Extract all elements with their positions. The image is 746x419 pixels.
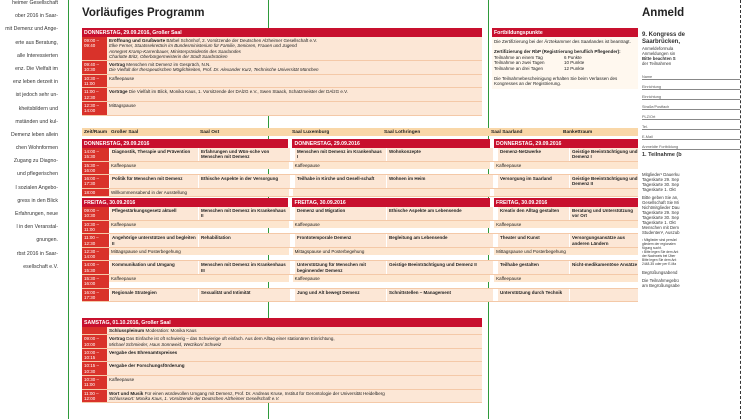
session-time: 10:30 – 11:00: [82, 221, 109, 234]
programm-row: [82, 362, 482, 376]
anmeldung-line: Tageskarte 29. Sep: [642, 210, 680, 215]
row-content: [107, 61, 482, 74]
anmeldung-line: Tageskarte 30. Sep: [642, 215, 680, 220]
row-time: 10:30 – 11:00: [82, 376, 107, 389]
anmeldung-p2: Bitte geben Sie an,: [642, 195, 679, 200]
row-line: Mittagspause: [109, 102, 136, 108]
session-row: [82, 162, 638, 176]
samstag-bar: SAMSTAG, 01.10.2016, Großer Saal: [82, 318, 482, 327]
session-title: Rehabilitation: [198, 234, 290, 247]
form-field-label: PLZ/Ort: [642, 110, 740, 120]
session-title: Kreativ den Alltag gestalten: [497, 207, 569, 220]
form-field-label: Name: [642, 70, 740, 80]
session-pause: Kaffeepause: [109, 275, 289, 282]
row-line: Die Vielfalt der therapeutischen Möglichkeiten, Prof. Dr. Alexander Kurz, Technische Universität München: [109, 67, 319, 73]
fortbildung-head2: Zertifizierung der RbP (Registrierung beruflich Pflegender):: [494, 49, 621, 55]
row-content: [107, 390, 482, 403]
session-title: Politik für Menschen mit Demenz: [109, 175, 198, 188]
session-title: Teilhabe in Kirche und Gesell-schaft: [294, 175, 386, 188]
row-content: [107, 335, 482, 348]
anmeldung-line: Tageskarte 30. Sep: [642, 182, 680, 187]
session-title: Menschen mit Demenz im Krankenhaus I: [294, 148, 386, 161]
day-bar-3: DONNERSTAG, 29.09.2016: [494, 139, 638, 148]
programm-row: [82, 327, 482, 335]
anmeldung-line: Tageskarte 1. Okt: [642, 220, 676, 225]
fortbildung-bar: Fortbildungspunkte: [492, 28, 638, 37]
fortbildung-body: [492, 37, 638, 89]
programm-title: Vorläufiges Programm: [82, 7, 205, 19]
session-title: Unterstützung durch Technik: [497, 289, 569, 302]
row-line: Bärbel Schönhof, 2. Vorsitzende der Deutschen Alzheimer Gesellschaft e.V.: [166, 38, 318, 43]
programm-row: [82, 390, 482, 404]
anmeldung-t3: Bitte beachten S: [642, 56, 676, 61]
anmeldung-title: Anmeld: [642, 7, 685, 19]
session-title: Jung und Alt bewegt Demenz: [294, 289, 386, 302]
row-line: Charlotte Britz, Oberbürgermeisterin der Stadt Saarbrücken: [109, 53, 228, 59]
fortbildung-line: [494, 66, 636, 71]
anmeldung-line: fügung sucht.: [642, 246, 662, 250]
left-text-line: ober 2016 in Saar-: [15, 13, 58, 20]
session-title: Demenz und Migration: [294, 207, 386, 220]
row-time: 09:00 – 09:40: [82, 37, 107, 60]
left-text-line: chen Wohnformen: [15, 145, 58, 152]
room-saarland: Saal Saarland: [491, 129, 523, 135]
left-text-line: Erfahrungen, neue: [15, 211, 58, 217]
session-title: Versorgungsansätze aus anderen Ländern: [569, 234, 638, 247]
session-pause: Mittagspause und Posterbegehung: [494, 248, 638, 255]
row-line: Die Vielfalt im Blick, Monika Kaus, 1. Vorsitzende der DAlzG e.V., Swen Staack, Schatzmeister der DAlzG e.V.: [128, 89, 349, 95]
session-pause: Kaffeepause: [293, 275, 490, 282]
row-content: [107, 37, 482, 60]
row-head: Vergabe des Ehrenamtspreises: [109, 349, 178, 355]
day-bar-1: DONNERSTAG, 29.09.2016: [82, 139, 288, 148]
session-title: Unterstützung für Menschen mit beginnender Demenz: [294, 261, 386, 274]
session-title: Kommunikation und Umgang: [109, 261, 198, 274]
left-text-line: esellschaft e.V.: [23, 263, 58, 270]
parallel-sessions-grid: [82, 138, 638, 302]
row-time: 10:00 – 10:15: [82, 349, 107, 362]
anmeldung-t4: der Teilnahmen: [642, 61, 672, 66]
day-bars: [82, 198, 638, 207]
fortbildung-line-label: Teilnahme an zwei Tagen: [494, 60, 545, 66]
row-line: Das Einfache ist oft schwierig – das Schwierige oft einfach. Aus dem Alltag einer stationären Einrichtung,: [126, 336, 335, 342]
anmeldung-line: ¹ Mitglieder sind persönl: [642, 238, 677, 242]
anmeldung-p6: Begrüßungsabend: [642, 270, 678, 275]
anmeldung-line: Menschen mit Dem: [642, 225, 680, 230]
session-pause: Kaffeepause: [109, 162, 289, 169]
fortbildung-line-points: 6 Punkte: [564, 54, 582, 60]
room-ost: Saal Ost: [200, 129, 220, 135]
session-pause: [494, 189, 638, 196]
anmeldung-line: am Begrüßungsabe: [642, 283, 680, 288]
row-line: Menschen mit Demenz im Gespräch, N.N.: [126, 62, 211, 68]
left-text-line: kheitsbildern und: [18, 105, 58, 112]
programm-row: [82, 61, 482, 75]
programm-row: [82, 335, 482, 349]
session-title: Beratung und Unterstützung vor Ort: [569, 207, 638, 220]
session-time: 18:00: [82, 189, 109, 196]
session-pause: Mittagspause und Posterbegehung: [109, 248, 289, 255]
session-title: Teilhabe gestalten: [497, 261, 569, 274]
day-bar-1: FREITAG, 30.09.2016: [82, 198, 288, 207]
session-pause: Kaffeepause: [494, 221, 638, 228]
row-content: [107, 88, 482, 101]
row-content: [107, 376, 482, 389]
session-row: [82, 261, 638, 275]
row-line: Moderation: Monika Kaus: [145, 328, 197, 333]
anmeldung-line: Bitte legen Sie dem Ant: [642, 258, 677, 262]
room-lux: Saal Luxemburg: [292, 129, 330, 135]
left-text-line: rbst 2016 in Saar-: [16, 250, 58, 257]
session-pause: Kaffeepause: [293, 221, 490, 228]
anmeldung-line: Studenten², Auszub: [642, 230, 680, 235]
session-row: [82, 175, 638, 189]
row-content: [107, 75, 482, 88]
row-line: Elke Ferner, Staatssekretärin im Bundesministerium für Familie, Senioren, Frauen und Jugend: [109, 43, 297, 49]
anmeldung-line: Die Teilnahmegebü: [642, 278, 679, 283]
left-text-line: enz. Die Vielfalt im: [15, 65, 58, 72]
anmeldung-line: gliedern der regionalen: [642, 242, 676, 246]
session-title: Versorgung im Saarland: [497, 175, 569, 188]
left-text-line: ist jedoch sehr un-: [15, 92, 58, 99]
left-text-fragment: [0, 0, 58, 419]
form-field-label: E-Mail: [642, 130, 740, 140]
session-time: 16:00 – 17:30: [82, 175, 109, 188]
anmeldung-line: Tageskarte 29. Sep: [642, 177, 680, 182]
left-text-line: l in den Veranstal-: [16, 224, 58, 231]
session-title: Regionale Strategien: [109, 289, 198, 302]
left-text-line: erte aus Beratung,: [15, 39, 58, 46]
programm-row: [82, 349, 482, 363]
row-content: [107, 327, 482, 334]
row-time: 12:30 – 14:00: [82, 102, 107, 115]
session-title: Theater und Kunst: [497, 234, 569, 247]
row-head: Eröffnung und Grußworte: [109, 38, 166, 43]
left-text-line: und pflegerischen: [17, 171, 58, 178]
day-bar-2: DONNERSTAG, 29.09.2016: [292, 139, 490, 148]
session-row: [82, 248, 638, 262]
session-title: Demenz-Netzwerke: [497, 148, 569, 161]
row-line: Kaffeepause: [109, 75, 135, 81]
session-pause: Kaffeepause: [494, 275, 638, 282]
left-text-line: mständen und kul-: [15, 118, 58, 125]
session-time: 09:00 – 10:30: [82, 207, 109, 220]
session-pause: Kaffeepause: [293, 162, 490, 169]
session-title: Nicht-medikamentöse Ansätze: [569, 261, 638, 274]
anmeldung-line: ² Bitte legen Sie dem Ant: [642, 250, 679, 254]
session-title: Menschen mit Demenz im Krankenhaus III: [198, 261, 290, 274]
fortbildung-line-label: Teilnahme an drei Tagen: [494, 65, 543, 71]
session-time: 15:30 – 16:00: [82, 275, 109, 288]
session-title: Pflegestärkungsgesetz aktuell: [109, 207, 198, 220]
room-header: [82, 128, 638, 136]
anmeldung-t1: Anmeldeformula: [642, 46, 674, 51]
session-title: Angehörige unterstützen und begleiten II: [109, 234, 198, 247]
session-pause: Mittagspause und Posterbegehung: [293, 248, 490, 255]
session-title: Menschen mit Demenz im Krankenhaus II: [198, 207, 290, 220]
row-time: 09:00 – 10:00: [82, 335, 107, 348]
session-time: 14:00 – 15:30: [82, 261, 109, 274]
donnerstag-saal-block: [82, 28, 482, 116]
left-text-line: gnungen.: [36, 237, 58, 244]
session-time: 15:30 – 16:00: [82, 162, 109, 175]
row-line: Schlusswort: Monika Kaus, 1. Vorsitzende der Deutschen Alzheimer Gesellschaft e.V.: [109, 395, 280, 401]
room-bankett: Bankettraum: [563, 129, 593, 135]
fortbildung-line-points: 10 Punkte: [564, 60, 585, 66]
left-text-line: Zugang zu Diagno-: [13, 158, 58, 165]
fortbildung-box: [492, 28, 638, 89]
row-time: 11:00 – 12:30: [82, 88, 107, 101]
donnerstag-saal-bar: DONNERSTAG, 29.09.2016, Großer Saal: [82, 28, 482, 37]
left-text-line: mit Demenz und Ange-: [5, 26, 58, 33]
anmeldung-line: 2448-35 oder per E-Ma: [642, 262, 677, 266]
anmeldung-line: Nichtmitglieder Dau: [642, 205, 680, 210]
session-title: Geistige Beeinträchtigung und Demenz II: [386, 261, 493, 274]
session-title: Ethische Aspekte in der Versorgung: [198, 175, 290, 188]
row-head: Vergabe der Forschungsförderung: [109, 363, 185, 369]
session-row: [82, 289, 638, 303]
room-gross: Großer Saal: [111, 129, 139, 135]
session-time: 12:30 – 14:00: [82, 248, 109, 261]
session-title: Begleitung am Lebensende: [386, 234, 493, 247]
session-pause: Kaffeepause: [494, 162, 638, 169]
row-content: [107, 349, 482, 362]
session-title: Ethische Aspekte am Lebensende: [386, 207, 493, 220]
left-text-line: enz leben derzeit in: [13, 79, 58, 86]
day-bar-2: FREITAG, 30.09.2016: [292, 198, 490, 207]
row-head: Vortrag: [109, 336, 125, 342]
anmeldung-t2: Anmeldungen sin: [642, 51, 676, 56]
session-title: Erfahrungen und Wün-sche von Menschen mit Demenz: [198, 148, 290, 161]
row-content: [107, 102, 482, 115]
programm-row: [82, 75, 482, 89]
anmeldung-line: Mitglieder¹ Dauerku: [642, 172, 680, 177]
left-text-line: alle Interessierten: [17, 52, 58, 59]
form-field-label: Straße/Postfach: [642, 100, 740, 110]
session-row: [82, 207, 638, 221]
fortbildung-line-label: Teilnahme an einem Tag: [494, 54, 543, 60]
programm-row: [82, 37, 482, 61]
row-time: 11:00 – 12:00: [82, 390, 107, 403]
form-field-label: Anmeldte Fortbildung: [642, 140, 740, 150]
session-row: [82, 275, 638, 289]
row-time: 10:30 – 11:00: [82, 75, 107, 88]
session-pause: Willkommensabend in der Ausstellung: [109, 189, 289, 196]
row-line: Kaffeepause: [109, 377, 135, 383]
row-line: Für einen würdevollen Umgang mit Demenz, Prof. Dr. Andreas Kruse, Institut für Gerontologie der Universität Heidelberg: [144, 390, 385, 396]
row-line: Michael Schmieder, Haus Sonnweid, Wetzikon/ Schweiz: [109, 341, 222, 347]
session-title: Frontotemporale Demenz: [294, 234, 386, 247]
session-title: Wohnen im Heim: [386, 175, 493, 188]
anmeldung-p3: Gesellschaft Sie Mi: [642, 200, 679, 205]
form-field-label: Einrichtung: [642, 90, 740, 100]
samstag-block: [82, 318, 482, 403]
session-title: Wohnkonzepte: [386, 148, 493, 161]
session-row: [82, 189, 638, 197]
session-title: Geistige Beeinträchtigung und Demenz II: [569, 175, 638, 188]
programm-row: [82, 88, 482, 102]
left-text-line: heimer Gesellschaft: [12, 0, 58, 6]
session-time: 14:00 – 15:30: [82, 148, 109, 161]
anmeldung-panel: [642, 0, 740, 419]
fortbildung-text3: Die Teilnahmebescheinigung erhalten Sie beim Verlassen des Kongresses an der Registrierung.: [494, 76, 618, 87]
session-row: [82, 234, 638, 248]
row-head: Wort und Musik: [109, 390, 144, 396]
left-text-line: gress in den Blick: [17, 197, 58, 204]
anmeldung-line: Tageskarte 1. Okt: [642, 187, 676, 192]
row-content: [107, 362, 482, 375]
session-row: [82, 221, 638, 235]
session-row: [82, 148, 638, 162]
session-title: Schnittstellen – Management: [386, 289, 493, 302]
session-time: 11:00 – 12:30: [82, 234, 109, 247]
room-loth: Saal Lothringen: [384, 129, 421, 135]
green-fold-line-left: [68, 0, 69, 419]
left-text-line: I sozialen Angebo-: [15, 184, 58, 191]
form-field-label: Tel.: [642, 120, 740, 130]
anmeldung-section: 1. Teilnahme (b: [642, 152, 682, 158]
row-line: Annegret Kramp-Karrenbauer, Ministerpräsidentin des Saarlandes: [109, 48, 241, 54]
programm-row: [82, 102, 482, 116]
day-bars: [82, 139, 638, 148]
row-time: [82, 327, 107, 334]
anmeldung-head: 9. Kongress de: [642, 32, 686, 38]
day-bar-3: FREITAG, 30.09.2016: [494, 198, 638, 207]
fortbildung-line-points: 12 Punkte: [564, 65, 585, 71]
session-title: Geistige Beeinträchtigung und Demenz I: [569, 148, 638, 161]
fortbildung-text1: Die Zertifizierung bei der Ärztekammer des Saarlandes ist beantragt.: [494, 39, 631, 44]
session-title: Sexualität und Intimität: [198, 289, 290, 302]
anmeldung-line: der Nachweis bei Über: [642, 254, 676, 258]
row-head: Vorträge: [109, 89, 128, 95]
session-title: Diagnostik, Therapie und Prävention: [109, 148, 198, 161]
form-field-label: Einrichtung: [642, 80, 740, 90]
session-pause: Kaffeepause: [109, 221, 289, 228]
session-title: [569, 289, 638, 302]
row-time: 10:15 – 10:30: [82, 362, 107, 375]
session-time: 16:00 – 17:30: [82, 289, 109, 302]
anmeldung-head2: Saarbrücken,: [642, 39, 681, 45]
cut-line: [740, 0, 741, 419]
programm-row: [82, 376, 482, 390]
row-time: 09:40 – 10:30: [82, 61, 107, 74]
left-text-line: Demenz leben allein: [10, 131, 58, 138]
session-pause: [293, 189, 490, 196]
row-head: Schlusspleinum: [109, 328, 145, 333]
row-head: Vortrag: [109, 62, 125, 68]
room-zeit: Zeit/Raum: [84, 129, 108, 135]
